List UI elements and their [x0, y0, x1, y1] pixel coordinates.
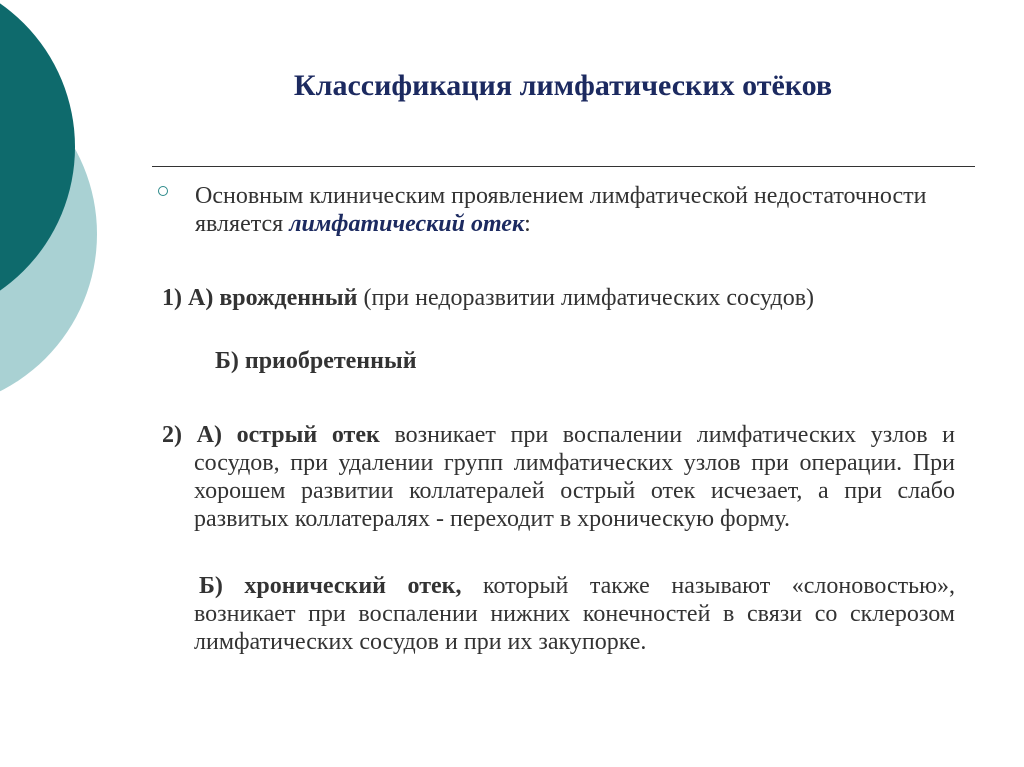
item-1b	[215, 347, 955, 375]
circle-bullet-icon	[158, 186, 168, 196]
item-1b-label: Б) приобретенный	[215, 348, 417, 374]
title-divider	[152, 166, 975, 167]
item-1a-text: (при недоразвитии лимфатических сосудов)	[357, 285, 815, 311]
intro-highlight: лимфатический отек	[289, 211, 525, 237]
item-2a-label: 2) А) острый отек	[162, 422, 380, 448]
item-2b	[194, 572, 955, 656]
item-2a	[162, 421, 955, 533]
item-2b-text: который также называют «слоновостью», возникает при воспалении нижних конечностей в связи со склерозом лимфатических сосудов и при их закупорке.	[194, 573, 956, 655]
item-2b-label: Б) хронический отек,	[199, 573, 462, 599]
item-2a-text: возникает при воспалении лимфатических узлов и сосудов, при удалении групп лимфатических узлов при операции. При хорошем развитии коллатералей острый отек исчезает, а при слабо развитых коллатералях - переходит в хроническую форму.	[194, 422, 956, 532]
intro-paragraph	[195, 182, 955, 238]
intro-suffix: :	[524, 211, 531, 237]
item-1a	[162, 284, 955, 312]
slide-title: Классификация лимфатических отёков	[293, 69, 833, 102]
intro-text: Основным клиническим проявлением лимфатической недостаточности является	[195, 183, 927, 237]
item-1a-label: 1) А) врожденный	[162, 285, 358, 311]
